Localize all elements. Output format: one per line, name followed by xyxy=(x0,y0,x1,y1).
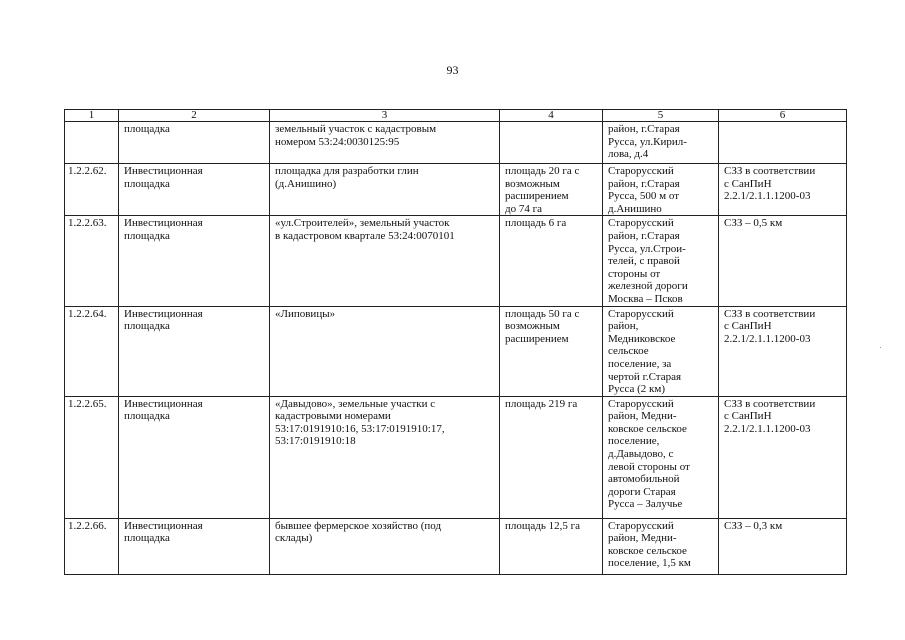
sanitary-zone-cell: СЗЗ – 0,3 км xyxy=(719,518,847,574)
site-location-cell: Старорусский район, Медниковское сельское поселение, за чертой г.Старая Русса (2 км) xyxy=(603,306,719,396)
site-type-cell: Инвестиционная площадка xyxy=(119,396,270,518)
sanitary-zone-cell: СЗЗ в соответствии с СанПиН 2.2.1/2.1.1.1200-03 xyxy=(719,164,847,216)
site-location-cell: район, г.Старая Русса, ул.Кирил- лова, д.4 xyxy=(603,122,719,164)
site-location-cell: Старорусский район, Медни- ковское сельское поселение, 1,5 км xyxy=(603,518,719,574)
sanitary-zone-cell: СЗЗ в соответствии с СанПиН 2.2.1/2.1.1.1200-03 xyxy=(719,306,847,396)
row-number-cell: 1.2.2.66. xyxy=(65,518,119,574)
table-row xyxy=(65,164,847,216)
investment-sites-table xyxy=(64,109,847,575)
site-area-cell: площадь 6 га xyxy=(500,216,603,306)
row-number-cell: 1.2.2.62. xyxy=(65,164,119,216)
column-header-4: 4 xyxy=(500,110,603,122)
row-number-cell: 1.2.2.63. xyxy=(65,216,119,306)
site-description-cell: площадка для разработки глин (д.Анишино) xyxy=(270,164,500,216)
sanitary-zone-cell: СЗЗ – 0,5 км xyxy=(719,216,847,306)
column-header-5: 5 xyxy=(603,110,719,122)
row-number-cell: 1.2.2.65. xyxy=(65,396,119,518)
site-description-cell: земельный участок с кадастровым номером 53:24:0030125:95 xyxy=(270,122,500,164)
site-description-cell: «Давыдово», земельные участки с кадастровыми номерами 53:17:0191910:16, 53:17:0191910:17, 53:17:0191910:18 xyxy=(270,396,500,518)
site-area-cell: площадь 219 га xyxy=(500,396,603,518)
row-number-cell: 1.2.2.64. xyxy=(65,306,119,396)
row-number-cell xyxy=(65,122,119,164)
site-location-cell: Старорусский район, г.Старая Русса, 500 м от д.Анишино xyxy=(603,164,719,216)
column-header-3: 3 xyxy=(270,110,500,122)
site-type-cell: Инвестиционная площадка xyxy=(119,518,270,574)
site-type-cell: Инвестиционная площадка xyxy=(119,164,270,216)
site-location-cell: Старорусский район, г.Старая Русса, ул.Строи- телей, с правой стороны от железной дороги Москва – Псков xyxy=(603,216,719,306)
site-area-cell: площадь 12,5 га xyxy=(500,518,603,574)
site-description-cell: бывшее фермерское хозяйство (под склады) xyxy=(270,518,500,574)
column-header-6: 6 xyxy=(719,110,847,122)
site-type-cell: Инвестиционная площадка xyxy=(119,216,270,306)
column-header-1: 1 xyxy=(65,110,119,122)
table-row xyxy=(65,216,847,306)
sanitary-zone-cell: СЗЗ в соответствии с СанПиН 2.2.1/2.1.1.1200-03 xyxy=(719,396,847,518)
column-number-row xyxy=(65,110,847,122)
table-row xyxy=(65,396,847,518)
site-description-cell: «ул.Строителей», земельный участок в кадастровом квартале 53:24:0070101 xyxy=(270,216,500,306)
site-area-cell: площадь 50 га с возможным расширением xyxy=(500,306,603,396)
column-header-2: 2 xyxy=(119,110,270,122)
site-location-cell: Старорусский район, Медни- ковское сельское поселение, д.Давыдово, с левой стороны от автомобильной дороги Старая Русса – Залучье xyxy=(603,396,719,518)
site-area-cell xyxy=(500,122,603,164)
sanitary-zone-cell xyxy=(719,122,847,164)
table-row xyxy=(65,518,847,574)
page-number: 93 xyxy=(446,63,459,77)
site-type-cell: Инвестиционная площадка xyxy=(119,306,270,396)
table-row xyxy=(65,122,847,164)
scan-speck xyxy=(880,347,881,348)
site-description-cell: «Липовицы» xyxy=(270,306,500,396)
site-area-cell: площадь 20 га с возможным расширением до 74 га xyxy=(500,164,603,216)
table-row xyxy=(65,306,847,396)
site-type-cell: площадка xyxy=(119,122,270,164)
